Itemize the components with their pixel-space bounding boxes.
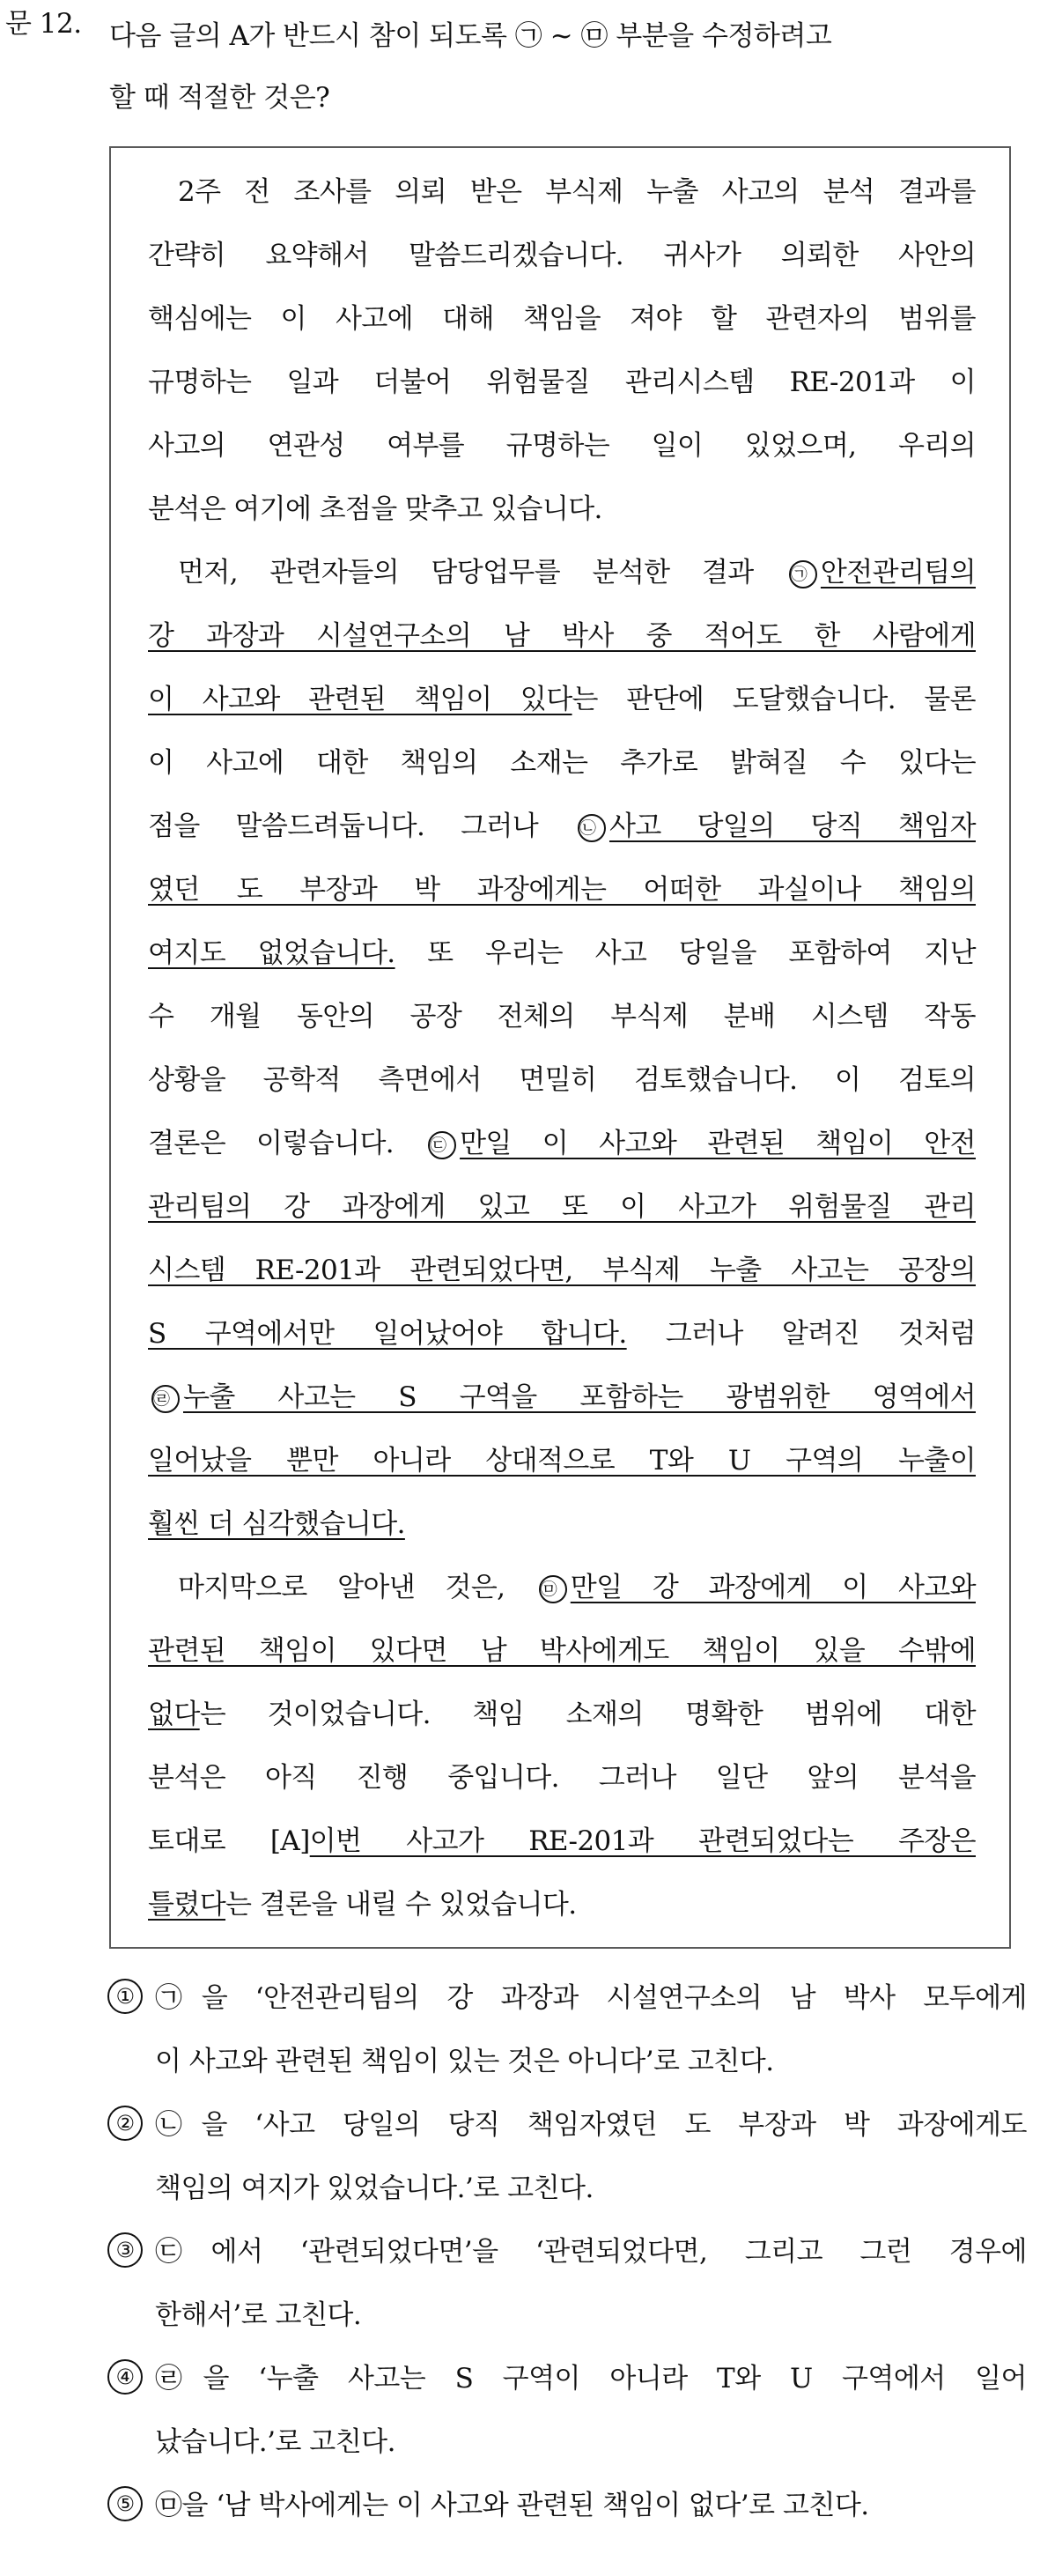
- underlined-segment-b: 였던 도 부장과 박 과장에게는 어떠한 과실이나 책임의: [148, 874, 976, 906]
- passage-line: 여지도 없었습니다. 또 우리는 사고 당일을 포함하여 지난: [148, 937, 976, 969]
- option-text-line: ㉣을 ‘누출 사고는 S 구역이 아니라 T와 U 구역에서 일어: [155, 2363, 1027, 2395]
- underlined-segment-b: 여지도 없었습니다.: [148, 937, 395, 969]
- underlined-segment-c: 관리팀의 강 과장에게 있고 또 이 사고가 위험물질 관리: [148, 1191, 976, 1223]
- passage-line: 상황을 공학적 측면에서 면밀히 검토했습니다. 이 검토의: [148, 1064, 976, 1096]
- passage-line: [148, 858, 976, 922]
- passage-line: 분석은 여기에 초점을 맞추고 있습니다.: [148, 493, 602, 525]
- passage-line: 틀렸다는 결론을 내릴 수 있었습니다.: [148, 1889, 577, 1921]
- passage-line: 이 사고와 관련된 책임이 있다는 판단에 도달했습니다. 물론: [148, 684, 976, 715]
- underlined-segment-d: 누출 사고는 S 구역을 포함하는 광범위한 영역에서: [183, 1381, 976, 1413]
- passage-line: 2주 전 조사를 의뢰 받은 부식제 누출 사고의 분석 결과를: [178, 176, 976, 208]
- underlined-segment-e: 관련된 책임이 있다면 남 박사에게도 책임이 있을 수밖에: [148, 1635, 976, 1667]
- question-header: [0, 0, 1040, 132]
- underlined-segment-d: 일어났을 뿐만 아니라 상대적으로 T와 U 구역의 누출이: [148, 1445, 976, 1477]
- option-number: ②: [107, 2106, 143, 2141]
- passage-line: 없다는 것이었습니다. 책임 소재의 명확한 범위에 대한: [148, 1699, 976, 1730]
- passage-line: 규명하는 일과 더불어 위험물질 관리시스템 RE-201과 이: [148, 366, 976, 398]
- marker-mieum: ㉤: [539, 1575, 567, 1603]
- underlined-segment-e: 없다: [148, 1699, 200, 1730]
- question-stem: [109, 5, 1029, 129]
- option-number: ④: [107, 2359, 143, 2395]
- underlined-segment-b: 사고 당일의 당직 책임자: [609, 811, 976, 842]
- option-text-line: ㉠을 ‘안전관리팀의 강 과장과 시설연구소의 남 박사 모두에게: [155, 1982, 1027, 2014]
- question-stem-line: 할 때 적절한 것은?: [109, 82, 330, 114]
- passage-line: [148, 1175, 976, 1239]
- passage-line: 이 사고에 대한 책임의 소재는 추가로 밝혀질 수 있다는: [148, 747, 976, 779]
- passage-line: [148, 1619, 976, 1683]
- passage-line: [148, 604, 976, 668]
- passage-line: 마지막으로 알아낸 것은, ㉤ 만일 강 과장에게 이 사고와: [178, 1572, 976, 1603]
- option-number: ①: [107, 1979, 143, 2014]
- passage-line: [148, 1239, 976, 1302]
- option-number: ⑤: [107, 2486, 143, 2521]
- passage-line: 점을 말씀드려둡니다. 그러나 ㉡ 사고 당일의 당직 책임자: [148, 811, 976, 842]
- passage-box: [109, 146, 1011, 1949]
- option-text-line: 책임의 여지가 있었습니다.’로 고친다.: [155, 2173, 594, 2204]
- option-number: ③: [107, 2232, 143, 2268]
- marker-nieun: ㉡: [578, 814, 606, 842]
- question-stem-line: 다음 글의 A가 반드시 참이 되도록 ㉠ ~ ㉤ 부분을 수정하려고: [109, 20, 832, 52]
- option-text-line: ㉢에서 ‘관련되었다면’을 ‘관련되었다면, 그리고 그런 경우에: [155, 2236, 1027, 2268]
- option-text-line: 이 사고와 관련된 책임이 있는 것은 아니다’로 고친다.: [155, 2046, 774, 2077]
- passage-line: 간략히 요약해서 말씀드리겠습니다. 귀사가 의뢰한 사안의: [148, 240, 976, 271]
- passage-line: 토대로 [A]이번 사고가 RE-201과 관련되었다는 주장은: [148, 1825, 976, 1857]
- underlined-segment-c: 시스템 RE-201과 관련되었다면, 부식제 누출 사고는 공장의: [148, 1255, 976, 1286]
- underlined-segment-d: 훨씬 더 심각했습니다.: [148, 1508, 405, 1540]
- underlined-segment-a: 안전관리팀의: [820, 557, 976, 588]
- marker-rieul: ㉣: [151, 1385, 180, 1413]
- option-text-line: ㉡을 ‘사고 당일의 당직 책임자였던 도 부장과 박 과장에게도: [155, 2109, 1027, 2141]
- underlined-segment-e: 만일 강 과장에게 이 사고와: [570, 1572, 976, 1603]
- option-text-line: 났습니다.’로 고친다.: [155, 2426, 395, 2458]
- marker-giyeok: ㉠: [789, 560, 817, 588]
- underlined-segment-a: 강 과장과 시설연구소의 남 박사 중 적어도 한 사람에게: [148, 620, 976, 652]
- underlined-segment-claim-a: 이번 사고가 RE-201과 관련되었다는 주장은: [309, 1825, 976, 1857]
- passage-line: 분석은 아직 진행 중입니다. 그러나 일단 앞의 분석을: [148, 1762, 976, 1794]
- passage-line: 먼저, 관련자들의 담당업무를 분석한 결과 ㉠ 안전관리팀의: [178, 557, 976, 588]
- passage-line: 사고의 연관성 여부를 규명하는 일이 있었으며, 우리의: [148, 430, 976, 462]
- option-text-line: ㉤을 ‘남 박사에게는 이 사고와 관련된 책임이 없다’로 고친다.: [155, 2490, 869, 2521]
- passage-line: [148, 1366, 976, 1429]
- option-text-line: 한해서’로 고친다.: [155, 2299, 362, 2331]
- passage-line: 결론은 이렇습니다. ㉢ 만일 이 사고와 관련된 책임이 안전: [148, 1128, 976, 1159]
- underlined-segment-c: 만일 이 사고와 관련된 책임이 안전: [460, 1128, 976, 1159]
- passage-line: 핵심에는 이 사고에 대해 책임을 져야 할 관련자의 범위를: [148, 303, 976, 335]
- passage-line: 수 개월 동안의 공장 전체의 부식제 분배 시스템 작동: [148, 1001, 976, 1033]
- underlined-segment-a: 이 사고와 관련된 책임이 있다: [148, 684, 572, 715]
- marker-digeut: ㉢: [428, 1131, 456, 1159]
- question-number: 문 12.: [5, 8, 82, 40]
- passage-line: [148, 1492, 976, 1556]
- passage-line: [148, 1429, 976, 1492]
- underlined-segment-claim-a: 틀렸다: [148, 1889, 226, 1921]
- passage-line: S 구역에서만 일어났어야 합니다. 그러나 알려진 것처럼: [148, 1318, 976, 1350]
- underlined-segment-c: S 구역에서만 일어났어야 합니다.: [148, 1318, 627, 1350]
